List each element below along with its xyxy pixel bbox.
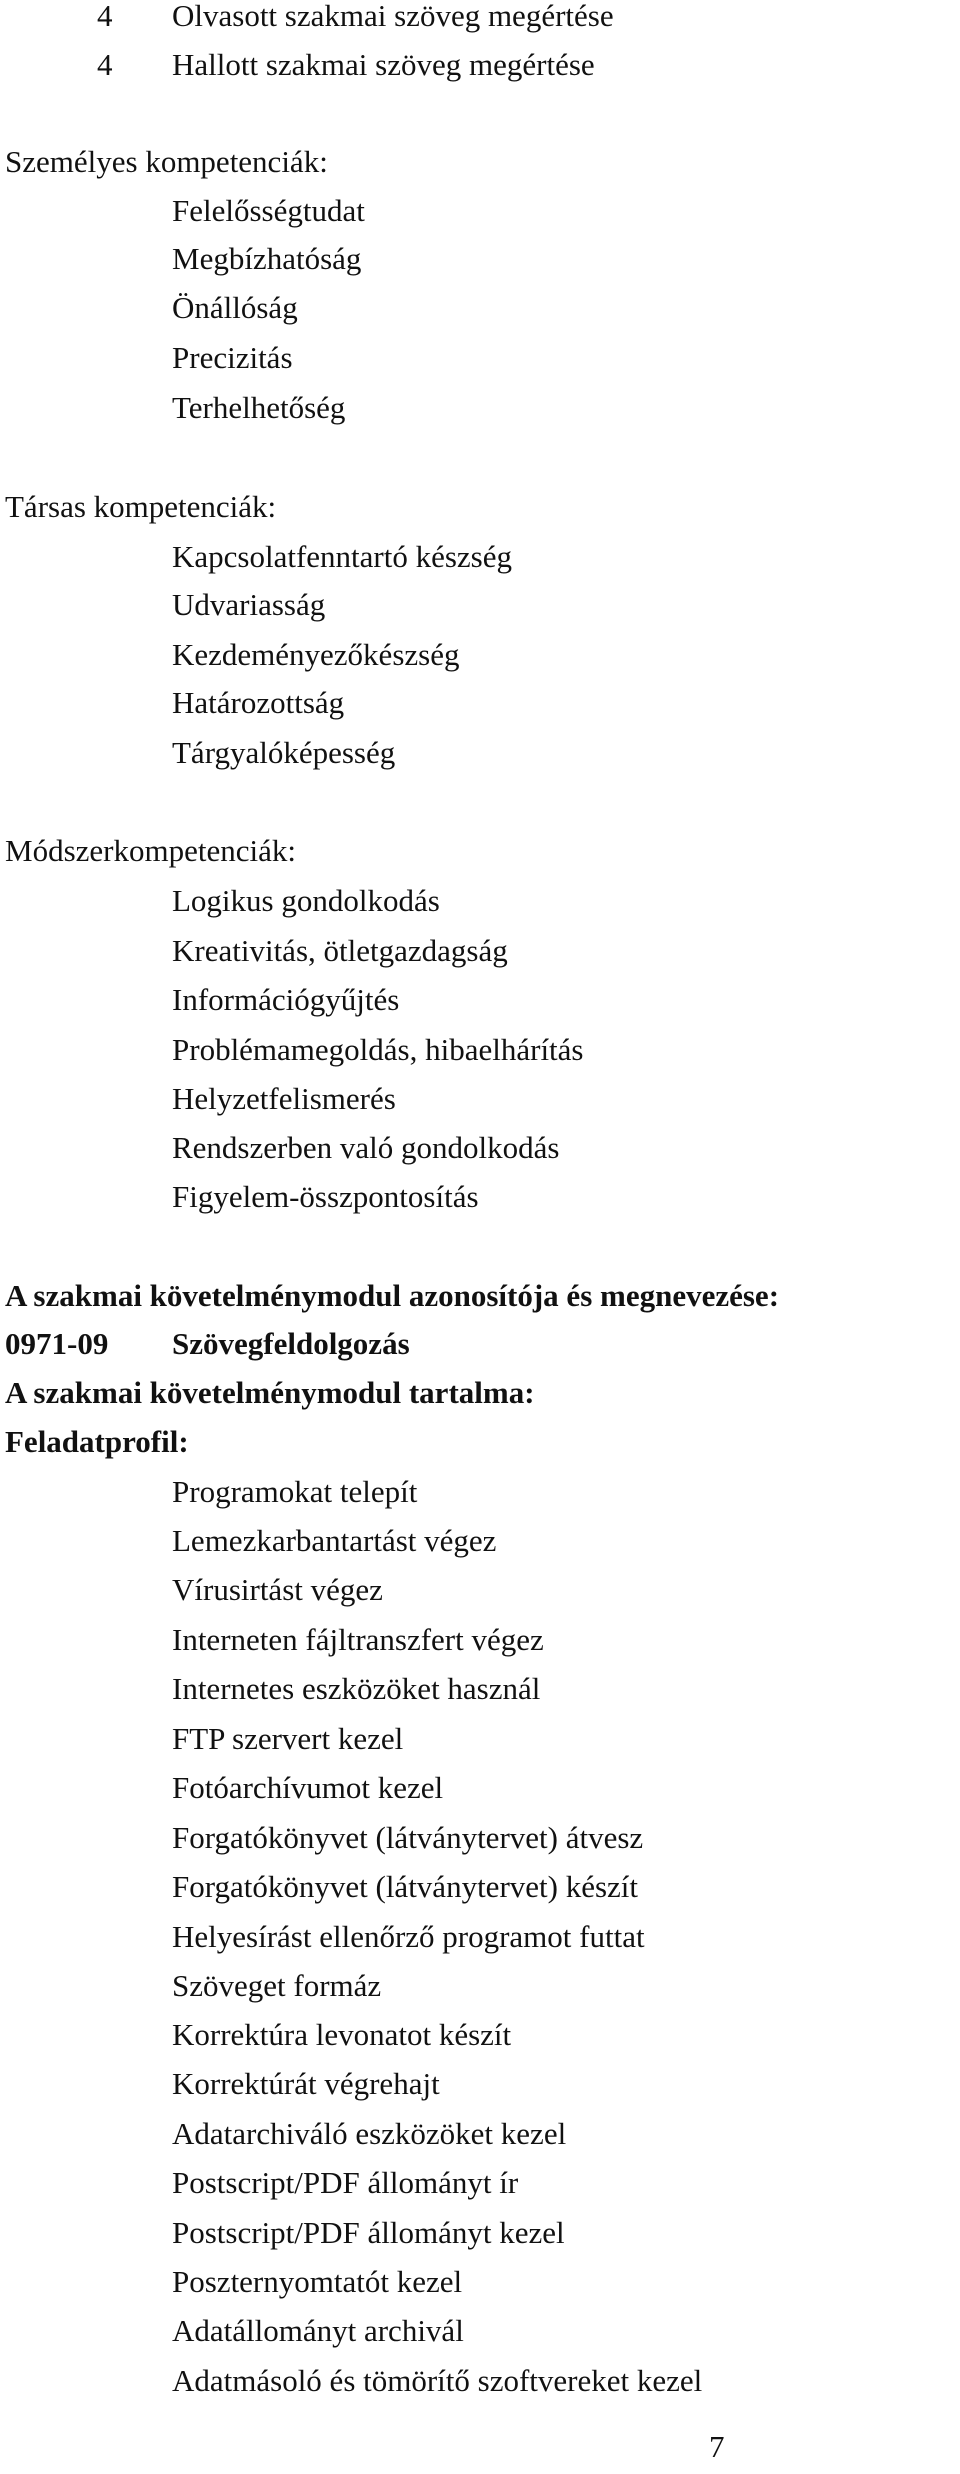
- method-item: Helyzetfelismerés: [172, 1081, 396, 1116]
- task-item: Korrektúrát végrehajt: [172, 2066, 440, 2101]
- page-number: 7: [709, 2429, 725, 2464]
- social-heading: Társas kompetenciák:: [5, 489, 277, 524]
- task-item: Postscript/PDF állományt kezel: [172, 2215, 565, 2250]
- personal-item: Megbízhatóság: [172, 241, 362, 276]
- item-number: 4: [97, 47, 113, 82]
- social-item: Udvariasság: [172, 587, 326, 622]
- task-item: Korrektúra levonatot készít: [172, 2017, 512, 2052]
- task-item: Adatállományt archivál: [172, 2313, 464, 2348]
- task-item: Fotóarchívumot kezel: [172, 1770, 444, 1805]
- method-item: Rendszerben való gondolkodás: [172, 1130, 560, 1165]
- module-code: 0971-09: [5, 1326, 109, 1361]
- task-item: Poszternyomtatót kezel: [172, 2264, 463, 2299]
- personal-item: Terhelhetőség: [172, 390, 346, 425]
- task-item: Adatarchiváló eszközöket kezel: [172, 2116, 567, 2151]
- method-item: Kreativitás, ötletgazdagság: [172, 933, 508, 968]
- personal-item: Precizitás: [172, 340, 293, 375]
- task-item: Adatmásoló és tömörítő szoftvereket kezel: [172, 2363, 703, 2398]
- item-text: Olvasott szakmai szöveg megértése: [172, 0, 614, 33]
- task-item: Vírusirtást végez: [172, 1572, 383, 1607]
- task-item: Interneten fájltranszfert végez: [172, 1622, 544, 1657]
- social-item: Tárgyalóképesség: [172, 735, 396, 770]
- task-item: FTP szervert kezel: [172, 1721, 404, 1756]
- method-item: Figyelem-összpontosítás: [172, 1179, 479, 1214]
- task-item: Forgatókönyvet (látványtervet) készít: [172, 1869, 639, 1904]
- module-id-heading: A szakmai követelménymodul azonosítója és megnevezése:: [5, 1278, 780, 1313]
- profile-heading: Feladatprofil:: [5, 1424, 189, 1459]
- task-item: Internetes eszközöket használ: [172, 1671, 541, 1706]
- method-item: Információgyűjtés: [172, 982, 400, 1017]
- item-text: Hallott szakmai szöveg megértése: [172, 47, 595, 82]
- method-item: Problémamegoldás, hibaelhárítás: [172, 1032, 584, 1067]
- social-item: Kapcsolatfenntartó készség: [172, 539, 513, 574]
- method-heading: Módszerkompetenciák:: [5, 833, 296, 868]
- task-item: Szöveget formáz: [172, 1968, 382, 2003]
- task-item: Lemezkarbantartást végez: [172, 1523, 497, 1558]
- task-item: Forgatókönyvet (látványtervet) átvesz: [172, 1820, 644, 1855]
- module-title: Szövegfeldolgozás: [172, 1326, 410, 1361]
- personal-item: Felelősségtudat: [172, 193, 365, 228]
- module-content-heading: A szakmai követelménymodul tartalma:: [5, 1375, 535, 1410]
- task-item: Programokat telepít: [172, 1474, 418, 1509]
- social-item: Kezdeményezőkészség: [172, 637, 460, 672]
- task-item: Postscript/PDF állományt ír: [172, 2165, 519, 2200]
- item-number: 4: [97, 0, 113, 33]
- method-item: Logikus gondolkodás: [172, 883, 440, 918]
- task-item: Helyesírást ellenőrző programot futtat: [172, 1919, 645, 1954]
- social-item: Határozottság: [172, 685, 345, 720]
- personal-item: Önállóság: [172, 290, 298, 325]
- personal-heading: Személyes kompetenciák:: [5, 144, 328, 179]
